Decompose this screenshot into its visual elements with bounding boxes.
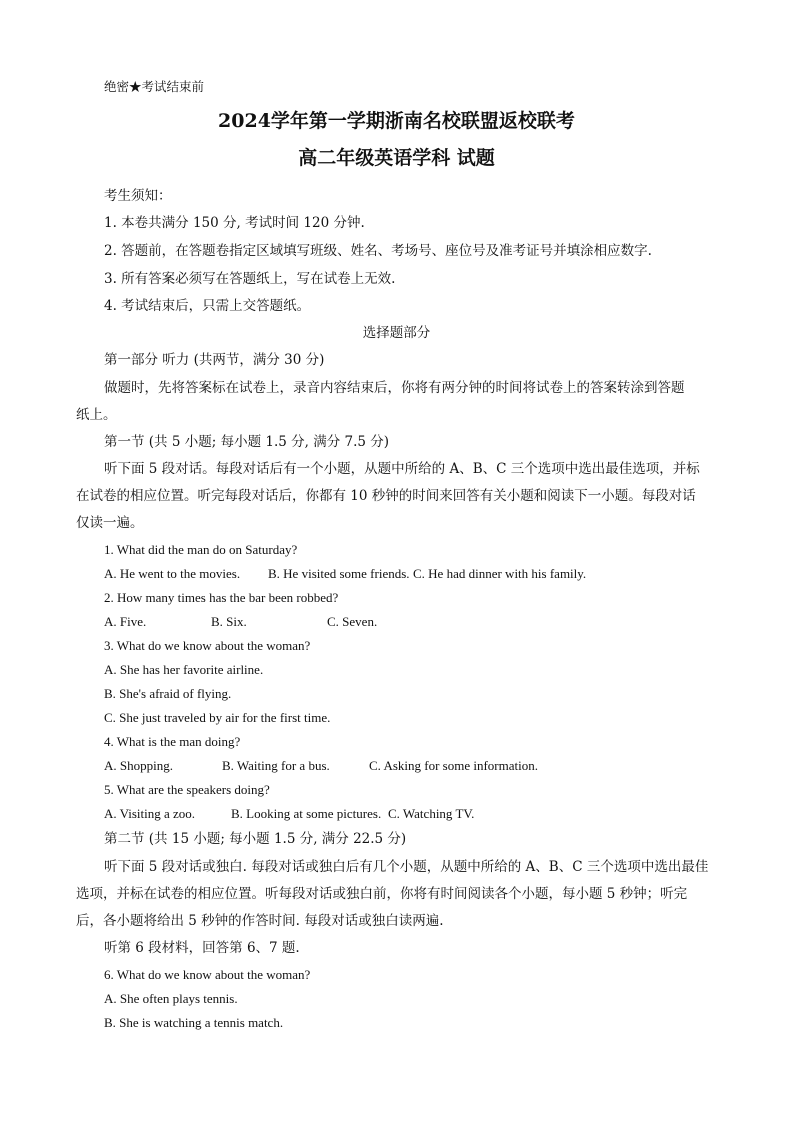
part1-intro: 做题时，先将答案标在试卷上，录音内容结束后，你将有两分钟的时间将试卷上的答案转涂到答题 [104, 380, 685, 396]
option-c: C. Watching TV. [388, 806, 475, 821]
section2-intro: 选项，并标在试卷的相应位置。听每段对话或独白前，你将有时间阅读各个小题，每小题 5 秒钟；听完 [76, 886, 688, 902]
question-text: 5. What are the speakers doing? [104, 782, 270, 797]
option-a: A. He went to the movies. [104, 566, 241, 581]
notice-item: 1. 本卷共满分 150 分, 考试时间 120 分钟. [104, 215, 365, 231]
question-text: 1. What did the man do on Saturday? [104, 542, 298, 557]
section-title: 选择题部分 [362, 325, 431, 341]
section2-heading: 第二节 (共 15 小题; 每小题 1.5 分, 满分 22.5 分) [104, 831, 407, 847]
option-a: A. She often plays tennis. [104, 991, 238, 1006]
exam-subtitle: 高二年级英语学科 试题 [298, 147, 495, 169]
option-c: C. Asking for some information. [369, 758, 538, 773]
option-c: C. She just traveled by air for the first time. [104, 710, 331, 725]
option-a: A. Shopping. [104, 758, 173, 773]
option-b: B. Waiting for a bus. [222, 758, 330, 773]
part1-intro: 纸上。 [76, 407, 117, 423]
option-b: B. Looking at some pictures. [231, 806, 382, 821]
question-text: 2. How many times has the bar been robbed? [104, 590, 339, 605]
option-a: A. She has her favorite airline. [104, 662, 264, 677]
section1-intro: 听下面 5 段对话。每段对话后有一个小题，从题中所给的 A、B、C 三个选项中选出最佳选项，并标 [104, 461, 700, 477]
notice-item: 4. 考试结束后，只需上交答题纸。 [104, 298, 311, 314]
section2-intro: 后，各小题将给出 5 秒钟的作答时间. 每段对话或独白读两遍. [76, 913, 444, 929]
notice-item: 3. 所有答案必须写在答题纸上，写在试卷上无效. [104, 271, 396, 287]
option-c: C. He had dinner with his family. [413, 566, 587, 581]
option-c: C. Seven. [327, 614, 378, 629]
section2-intro: 听下面 5 段对话或独白. 每段对话或独白后有几个小题，从题中所给的 A、B、C 三个选项中选出最佳 [104, 859, 709, 875]
section1-intro: 仅读一遍。 [76, 515, 144, 531]
option-b: B. Six. [211, 614, 247, 629]
section1-heading: 第一节 (共 5 小题; 每小题 1.5 分, 满分 7.5 分) [104, 434, 390, 450]
option-a: A. Visiting a zoo. [104, 806, 196, 821]
section1-intro: 在试卷的相应位置。听完每段对话后，你都有 10 秒钟的时间来回答有关小题和阅读下一小题。每段对话 [76, 488, 696, 504]
option-b: B. She's afraid of flying. [104, 686, 232, 701]
notice-heading: 考生须知： [104, 188, 172, 204]
option-a: A. Five. [104, 614, 147, 629]
question-text: 3. What do we know about the woman? [104, 638, 311, 653]
part1-heading: 第一部分 听力 (共两节，满分 30 分) [104, 352, 325, 368]
question-text: 4. What is the man doing? [104, 734, 241, 749]
confidential-label: 绝密★考试结束前 [104, 79, 205, 94]
material-note: 听第 6 段材料，回答第 6、7 题. [104, 940, 300, 956]
question-text: 6. What do we know about the woman? [104, 967, 311, 982]
exam-title: 2024学年第一学期浙南名校联盟返校联考 [218, 110, 575, 132]
option-b: B. He visited some friends. [268, 566, 410, 581]
option-b: B. She is watching a tennis match. [104, 1015, 284, 1030]
notice-item: 2. 答题前，在答题卷指定区域填写班级、姓名、考场号、座位号及准考证号并填涂相应数字. [104, 243, 652, 259]
